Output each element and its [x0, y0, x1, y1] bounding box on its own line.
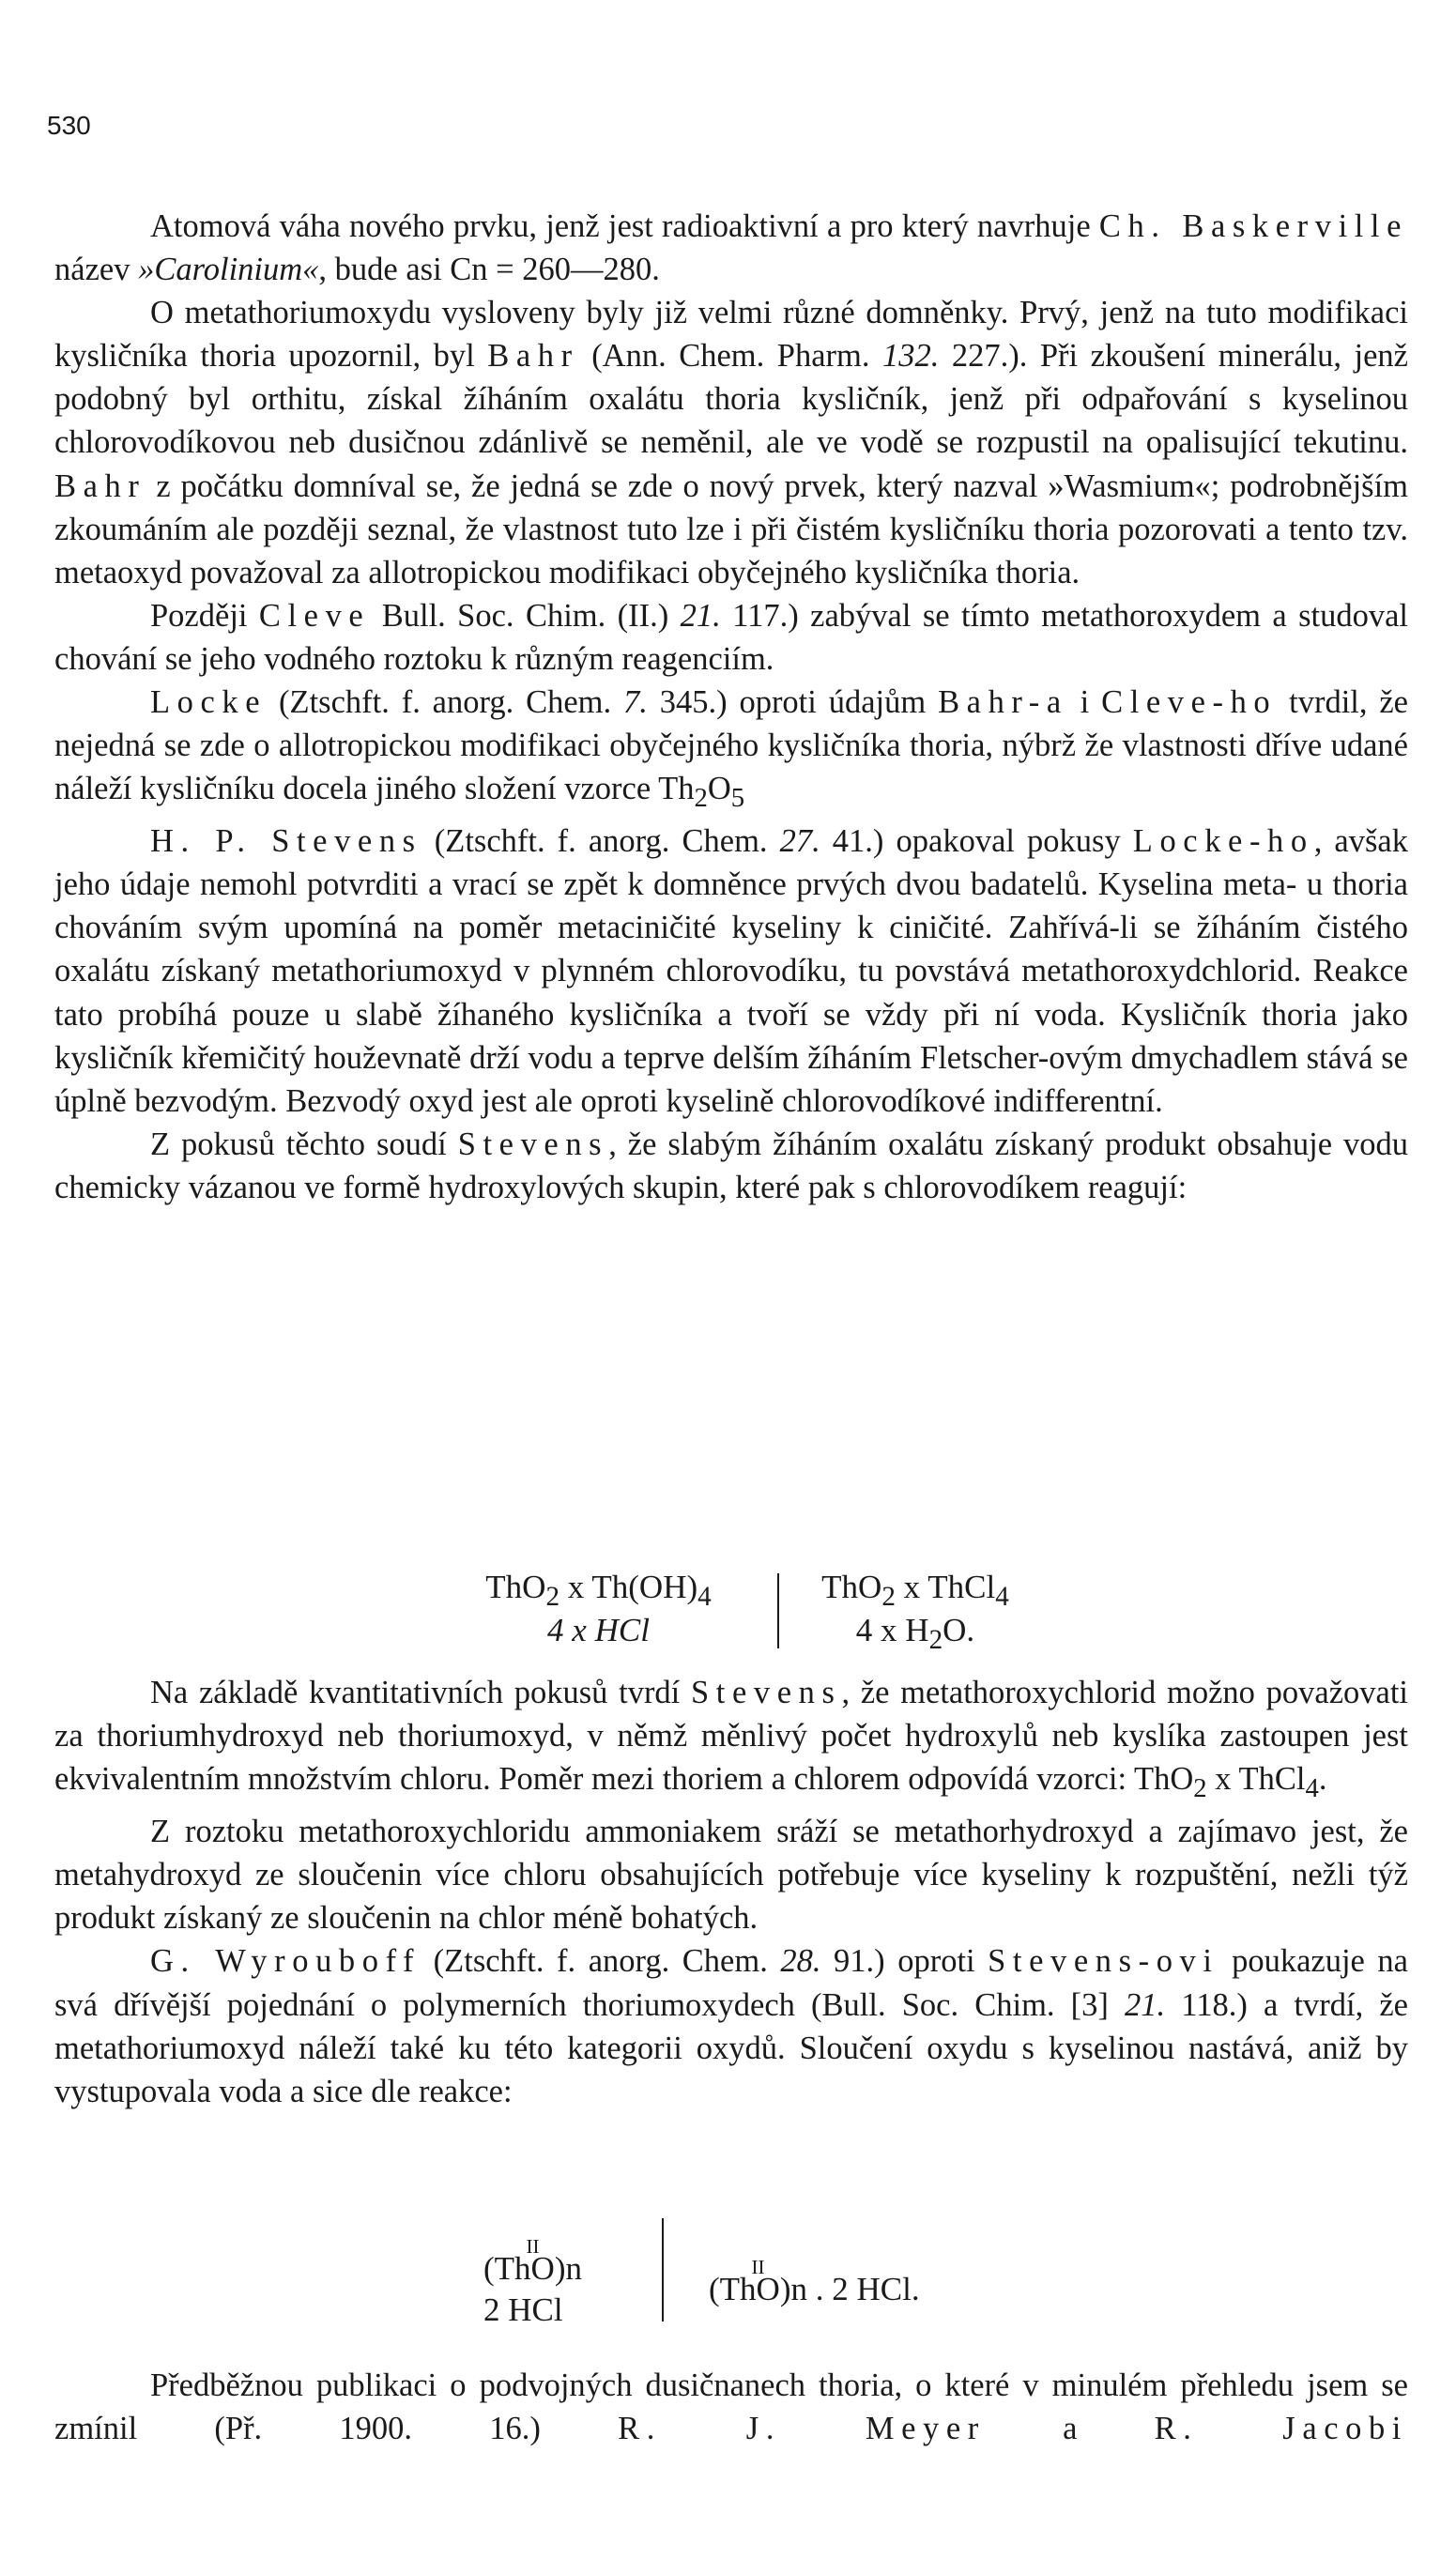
text-segment: Z roztoku metathoroxychloridu ammoniakem sráží se metathorhydroxyd a zajímavo jest, že metahydroxyd ze sloučenin více chloru obsahujících potřebuje více kyseliny k rozpuštění, nežli týž produkt získaný ze sloučenin na chlor méně bohatých.: [54, 1814, 1408, 1937]
text-segment: tvrdil, že nejedná se zde o allotropickou modifikaci obyčejného kysličníka thoria, nýbrž že vlastnosti dříve udané náleží kysličníku docela jiného složení vzorce Th: [54, 684, 1408, 807]
paragraphs-block-2: [54, 1671, 1408, 2113]
text-segment: 118.) a tvrdí, že metathoriumoxyd náleží také ku této kategorii oxydů. Sloučení oxydu s kyselinou nastává, aniž by vystupovala voda a sice dle reakce:: [54, 1986, 1408, 2109]
text-segment: 91.) oproti: [820, 1943, 989, 1980]
text-segment: 132.: [881, 338, 940, 375]
formula-right-bottom: 4 x $H_2O$.: [855, 1612, 975, 1655]
text-segment: , bude asi Cn = 260—280.: [318, 252, 660, 288]
text-segment: »Carolinium«: [138, 252, 319, 288]
paragraph: [54, 205, 1408, 291]
text-segment: 7.: [622, 684, 648, 721]
body-text-2: [54, 1671, 1408, 2113]
formula-right-column: [789, 1566, 1042, 1655]
text-segment: (Ztschft. f. anorg. Chem.: [267, 684, 623, 721]
paragraph: [54, 2364, 1408, 2450]
text-segment: poukazuje na svá dřívější pojednání o polymerních thoriumoxydech (Bull. Soc. Chim. [3]: [54, 1943, 1408, 2023]
paragraph: [54, 1810, 1408, 1939]
thorium-label: Th: [494, 2250, 531, 2287]
text-segment: 345.) oproti údajům: [647, 684, 939, 721]
text-segment: O: [707, 771, 731, 807]
formula-left-column: [422, 1566, 774, 1652]
formula2-left-line2: 2 HCl: [483, 2291, 563, 2328]
text-segment: 28.: [780, 1943, 821, 1980]
text-segment: název: [54, 252, 139, 288]
text-segment: Bahr-a: [938, 684, 1068, 721]
text-segment: R. Jacobi: [1154, 2411, 1408, 2447]
text-segment: a: [985, 2411, 1155, 2447]
text-segment: 2: [1193, 1773, 1207, 1804]
paragraphs-block-1: [54, 205, 1408, 1209]
text-segment: .: [1318, 1761, 1327, 1798]
text-segment: 21.: [1125, 1986, 1166, 2023]
text-segment: Stevens: [691, 1675, 842, 1710]
page-number: 530: [47, 111, 91, 140]
text-segment: Na základě kvantitativních pokusů tvrdí: [150, 1675, 691, 1710]
text-segment: i: [1067, 684, 1102, 721]
text-segment: (Ann. Chem. Pharm.: [578, 338, 882, 375]
text-segment: G. Wyrouboff: [150, 1943, 421, 1980]
formula-thorium-oxide-chloride: [483, 2211, 1009, 2333]
text-segment: 27.: [779, 823, 820, 860]
paragraphs-block-3: [54, 2364, 1408, 2450]
formula2-left-line1: (Th II O)n: [483, 2235, 582, 2287]
text-segment: 117.) zabýval se tímto metathoroxydem a studoval chování se jeho vodného roztoku k různým reagenciím.: [54, 597, 1409, 677]
text-segment: (Ztschft. f. anorg. Chem.: [421, 1943, 781, 1980]
paragraph: [54, 594, 1408, 681]
body-text: [54, 205, 1408, 1209]
paragraph: [54, 1123, 1408, 1209]
text-segment: z počátku domníval se, že jedná se zde o nový prvek, který nazval »Wasmium«; podrobnějším zkoumáním ale později seznal, že vlastnost tuto lze i při čistém kysličníku thoria pozorovati a tento tzv. metaoxyd považoval za allotropickou modifikaci obyčejného kysličníka thoria.: [54, 467, 1408, 590]
text-segment: Bahr: [54, 467, 146, 504]
text-segment: Předběžnou publikaci o podvojných dusičnanech thoria, o které v minulém přehledu jsem se zmínil (Př. 1900. 16.): [54, 2367, 1408, 2447]
text-segment: , že metathoroxychlorid možno považovati za thoriumhydroxyd neb thoriumoxyd, v němž měnlivý počet hydroxylů neb kyslíka zastoupen jest ekvivalentním množstvím chloru. Poměr mezi thoriem a chlorem odpovídá vzorci: ThO: [54, 1675, 1408, 1798]
text-segment: 21.: [680, 597, 721, 634]
paragraph: [54, 1939, 1408, 2112]
text-segment: Z pokusů těchto soudí: [150, 1126, 458, 1162]
text-segment: Stevens: [457, 1126, 609, 1162]
text-segment: 5: [730, 783, 745, 814]
text-segment: O metathoriumoxydu vysloveny byly již velmi různé domněnky. Prvý, jenž na tuto modifikaci kysličníka thoria upozornil, byl: [54, 295, 1408, 375]
formula-left-top: ThO$_2$ x $Th(OH)_4$: [485, 1569, 712, 1612]
text-segment: Cleve-ho: [1101, 684, 1278, 721]
text-segment: , že slabým žíháním oxalátu získaný produkt obsahuje vodu chemicky vázanou ve formě hydroxylových skupin, které pak s chlorovodíkem reagují:: [54, 1126, 1408, 1205]
text-segment: H. P. Stevens: [150, 823, 422, 860]
text-segment: Později: [150, 597, 259, 634]
formula2-right-line: (Th II O)n . 2 HCl.: [709, 2256, 920, 2307]
formula-thorium-hydroxide: [422, 1566, 1042, 1655]
text-segment: Ch. Baskerville: [1098, 208, 1408, 244]
paragraph: [54, 820, 1408, 1123]
formula-left-bottom: 4 x HCl: [547, 1612, 650, 1648]
paragraph: [54, 291, 1408, 594]
text-segment: 2: [694, 783, 708, 814]
text-segment: Bahr: [487, 338, 579, 375]
text-segment: Locke: [150, 684, 268, 721]
text-segment: Locke-ho: [1132, 823, 1314, 860]
text-segment: , avšak jeho údaje nemohl potvrditi a vrací se zpět k domněnce prvých dvou badatelů. Kyselina meta- u thoria chováním svým upomíná na poměr metaciničité kyseliny k ciničité. Zahřívá-li se žíháním čistého oxalátu získaný metathoriumoxyd v plynném chlorovodíku, tu povstává metathoroxydchlorid. Reakce tato probíhá pouze u slabě žíhaného kysličníka a tvoří se vždy při ní voda. Kysličník thoria jako kysličník křemičitý houževnatě drží vodu a teprve delším žíháním Fletscher-ovým dmychadlem stává se úplně bezvodým. Bezvodý oxyd jest ale oproti kyselině chlorovodíkové indifferentní.: [54, 823, 1408, 1119]
paragraph: [54, 681, 1408, 820]
text-segment: Bull. Soc. Chim. (II.): [370, 597, 681, 634]
formula-right-top: ThO$_2$ x ThCl$_4$: [821, 1569, 1009, 1612]
text-segment: Stevens-ovi: [988, 1943, 1219, 1980]
paragraph: [54, 1671, 1408, 1810]
last-paragraph-block: [54, 2364, 1408, 2450]
text-segment: 41.) opakoval pokusy: [820, 823, 1133, 860]
text-segment: x ThCl: [1206, 1761, 1306, 1798]
text-segment: 4: [1305, 1773, 1319, 1804]
text-segment: R. J. Meyer: [618, 2411, 986, 2447]
text-segment: 227.). Při zkoušení minerálu, jenž podobný byl orthitu, získal žíháním oxalátu thoria kysličník, jenž při odpařování s kyselinou chlorovodíkovou neb dusičnou zdánlivě se neměnil, ale ve vodě se rozpustil na opalisující tekutinu.: [54, 338, 1408, 461]
text-segment: Cleve: [258, 597, 371, 634]
formula-divider: [777, 1573, 779, 1648]
text-segment: (Ztschft. f. anorg. Chem.: [421, 823, 780, 860]
formula2-divider: [662, 2218, 664, 2321]
text-segment: Atomová váha nového prvku, jenž jest radioaktivní a pro který navrhuje: [150, 208, 1099, 244]
